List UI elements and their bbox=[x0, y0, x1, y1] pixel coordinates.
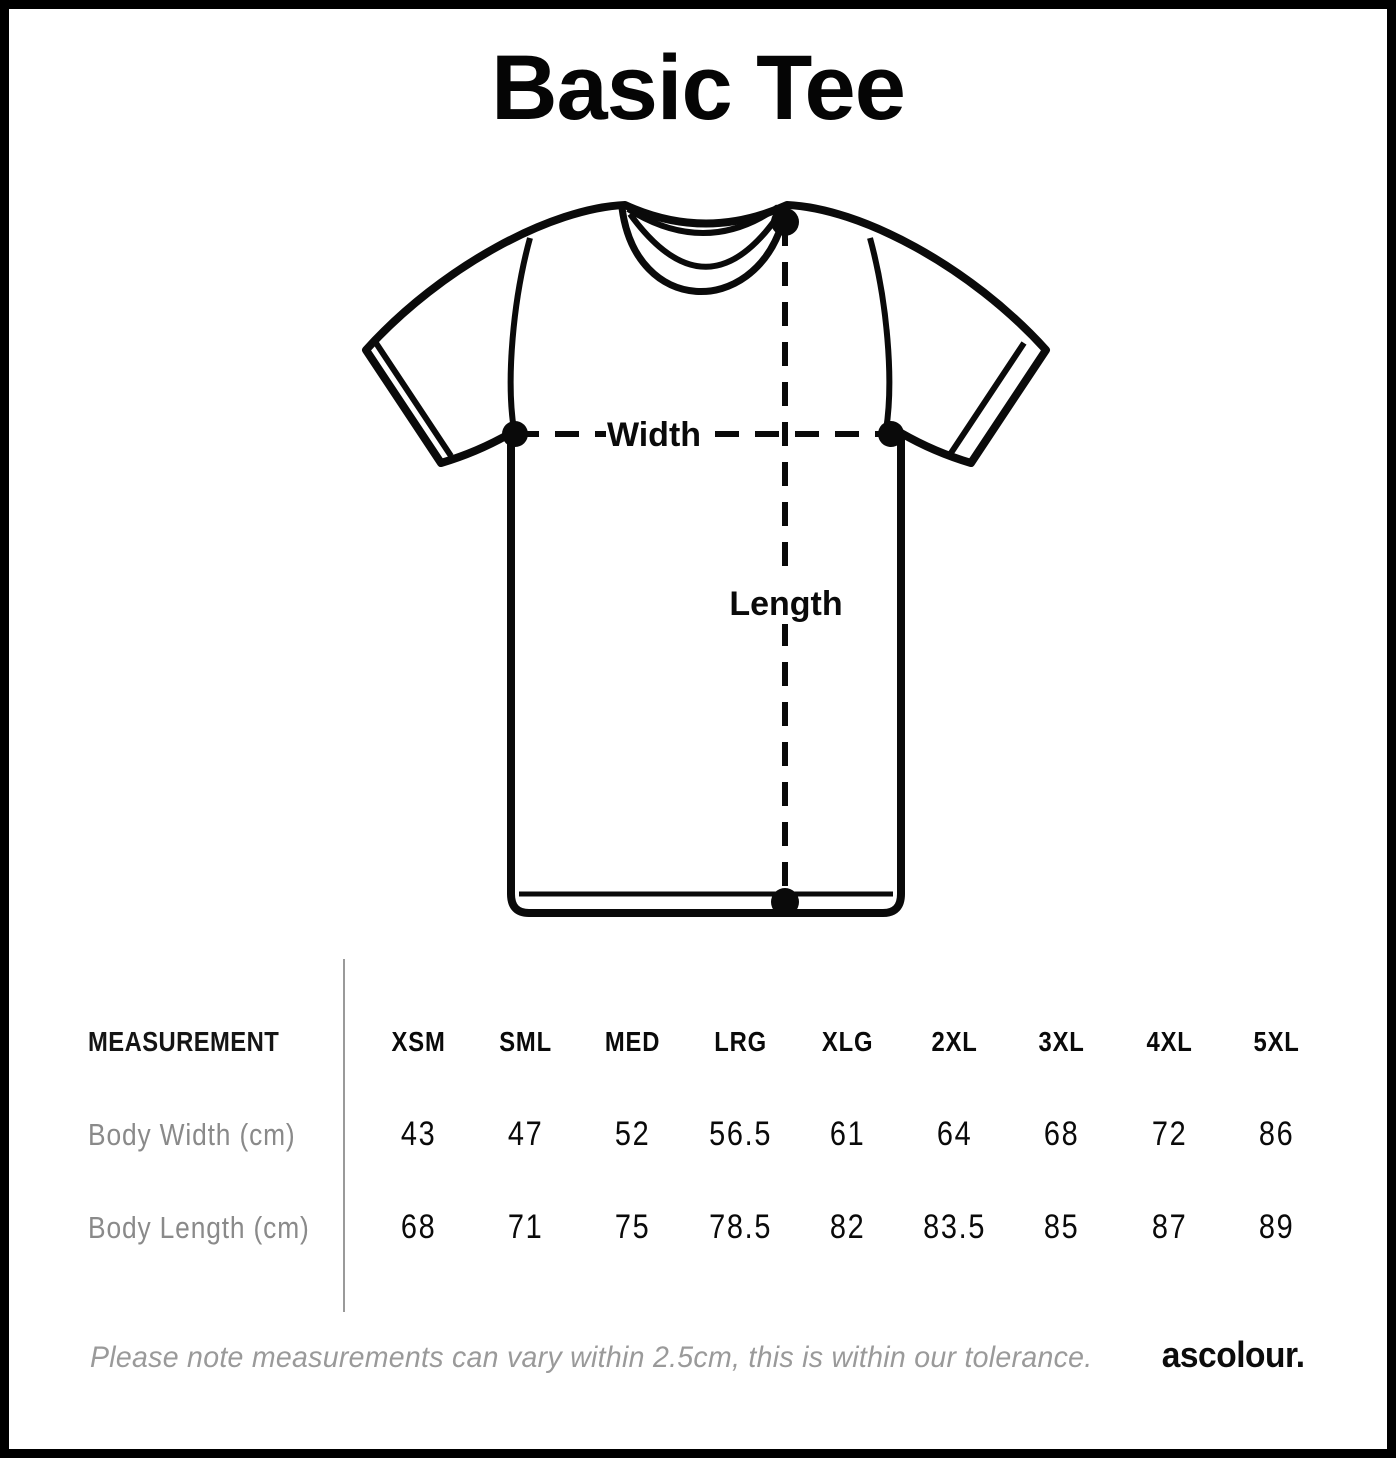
body-length-value: 75 bbox=[615, 1208, 651, 1246]
size-col-header-xlg: XLG bbox=[821, 1025, 874, 1057]
body-length-value: 78.5 bbox=[708, 1208, 772, 1246]
size-col-header-2xl: 2XL bbox=[931, 1025, 978, 1057]
body-width-value: 52 bbox=[615, 1115, 651, 1153]
measure-dot-left-underarm bbox=[502, 421, 528, 447]
body-width-value: 86 bbox=[1258, 1115, 1295, 1153]
body-width-value: 61 bbox=[829, 1115, 866, 1153]
measure-dot-right-underarm bbox=[878, 421, 904, 447]
size-table bbox=[60, 995, 1330, 1274]
body-length-value: 87 bbox=[1151, 1208, 1187, 1246]
page-title: Basic Tee bbox=[491, 37, 905, 139]
tshirt-outline bbox=[366, 205, 1046, 913]
body-width-value: 68 bbox=[1044, 1115, 1080, 1153]
width-label: Width bbox=[606, 416, 702, 454]
body-width-value: 64 bbox=[936, 1115, 973, 1153]
size-col-header-5xl: 5XL bbox=[1253, 1025, 1300, 1057]
body-length-value: 89 bbox=[1258, 1208, 1295, 1246]
size-col-header-3xl: 3XL bbox=[1038, 1025, 1086, 1057]
size-col-header-4xl: 4XL bbox=[1146, 1025, 1193, 1057]
measure-dot-hem bbox=[771, 888, 799, 916]
tshirt-svg bbox=[330, 180, 1070, 940]
tshirt-diagram bbox=[330, 180, 1070, 940]
measurement-header: MEASUREMENT bbox=[88, 1025, 280, 1057]
measure-dot-collar bbox=[771, 208, 799, 236]
body-length-value: 83.5 bbox=[923, 1208, 987, 1246]
size-col-header-med: MED bbox=[605, 1025, 661, 1057]
body-length-value: 85 bbox=[1044, 1208, 1080, 1246]
size-col-header-lrg: LRG bbox=[713, 1025, 767, 1057]
body-width-row-label: Body Width (cm) bbox=[88, 1116, 296, 1152]
body-length-value: 82 bbox=[829, 1208, 866, 1246]
brand-logo: ascolour. bbox=[1162, 1334, 1305, 1375]
length-label: Length bbox=[729, 585, 843, 623]
table-divider-line bbox=[343, 959, 345, 1312]
body-width-value: 72 bbox=[1151, 1115, 1187, 1153]
size-col-header-sml: SML bbox=[499, 1025, 553, 1057]
body-width-value: 56.5 bbox=[708, 1115, 772, 1153]
body-width-value: 43 bbox=[400, 1115, 437, 1153]
body-length-row-label: Body Length (cm) bbox=[88, 1209, 310, 1245]
tolerance-note: Please note measurements can vary within 2.5cm, this is within our tolerance. bbox=[90, 1341, 1093, 1374]
size-col-header-xsm: XSM bbox=[391, 1025, 446, 1057]
body-length-value: 68 bbox=[400, 1208, 437, 1246]
body-width-value: 47 bbox=[508, 1115, 544, 1153]
body-length-value: 71 bbox=[508, 1208, 544, 1246]
